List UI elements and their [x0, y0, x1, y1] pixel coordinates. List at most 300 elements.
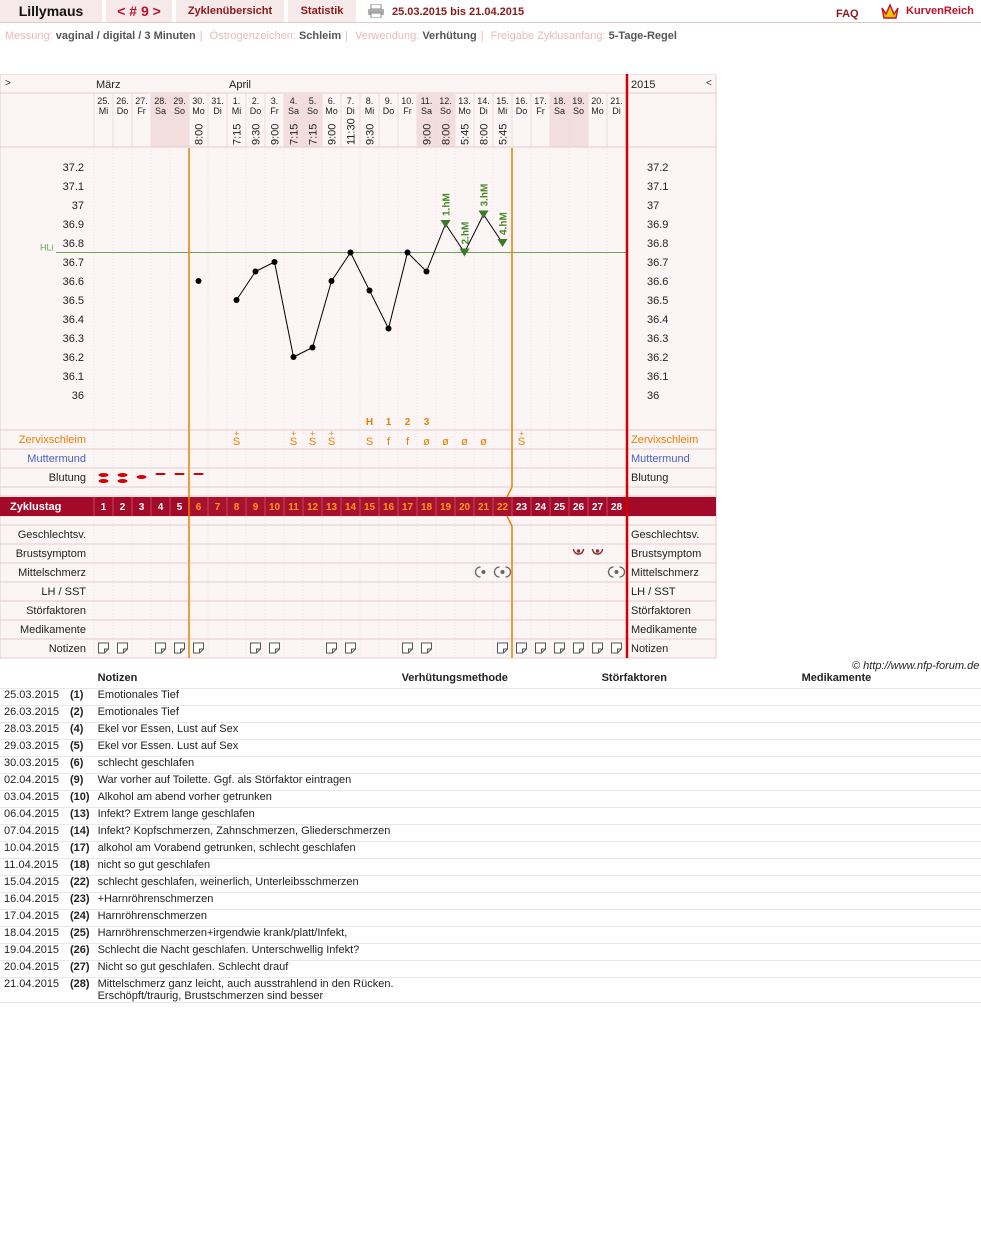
- weekday-label: Do: [382, 106, 395, 116]
- mittelschmerz-icon: [615, 570, 619, 574]
- row-label-lower: LH / SST: [41, 586, 86, 598]
- y-tick-left: 36: [71, 390, 84, 402]
- meta-key: Freigabe Zyklusanfang:: [490, 30, 606, 42]
- day-number: 5.: [308, 96, 317, 106]
- row-label-blutung-right: Blutung: [631, 472, 669, 484]
- temp-point: [348, 250, 354, 256]
- cycle-day: 17: [401, 502, 414, 513]
- note-text: Harnröhrenschmerzen+irgendwie krank/platt/Infekt,: [94, 927, 398, 944]
- zervix-plus: +: [291, 429, 296, 438]
- day-number: 7.: [346, 96, 355, 106]
- zervix-value: S: [517, 436, 526, 448]
- weekday-label: Sa: [154, 106, 167, 116]
- zervix-value: ø: [442, 436, 449, 448]
- zervix-plus: +: [234, 429, 239, 438]
- note-cycle-day: (27): [66, 961, 94, 978]
- zervix-plus: +: [329, 429, 334, 438]
- y-tick-left: 36.9: [62, 219, 84, 231]
- day-number: 28.: [154, 96, 167, 106]
- note-cycle-day: (5): [66, 740, 94, 757]
- note-empty-cell: [398, 808, 598, 825]
- meta-key: Verwendung:: [355, 30, 420, 42]
- note-cycle-day: (25): [66, 927, 94, 944]
- note-date: 17.04.2015: [0, 910, 66, 927]
- y-tick-left: 36.6: [62, 276, 84, 288]
- header-divider: [0, 22, 981, 23]
- note-row: [0, 706, 981, 723]
- note-date: 10.04.2015: [0, 842, 66, 859]
- zervix-value: f: [386, 436, 391, 448]
- note-empty-cell: [598, 910, 798, 927]
- weekday-label: Sa: [553, 106, 566, 116]
- note-cycle-day: (14): [66, 825, 94, 842]
- note-empty-cell: [598, 774, 798, 791]
- day-number: 8.: [365, 96, 374, 106]
- note-cycle-day: (9): [66, 774, 94, 791]
- day-number: 14.: [477, 96, 490, 106]
- day-number: 3.: [270, 96, 279, 106]
- meta-row: Messung: vaginal / digital / 3 Minuten | Östrogenzeichen: Schleim | Verwendung: Verhütung | Freigabe Zyklusanfang: 5-Tage-Regel: [5, 30, 677, 42]
- row-label-lower: Geschlechtsv.: [17, 529, 86, 541]
- note-empty-cell: [398, 791, 598, 808]
- crown-icon: [880, 2, 900, 20]
- note-row: [0, 859, 981, 876]
- zervix-value: S: [289, 436, 298, 448]
- note-empty-cell: [398, 774, 598, 791]
- y-tick-right: 37: [647, 200, 660, 212]
- note-empty-cell: [798, 978, 981, 1003]
- row-label-lower: Mittelschmerz: [18, 567, 86, 579]
- note-empty-cell: [798, 774, 981, 791]
- nav-prev[interactable]: >: [5, 78, 11, 89]
- note-text: nicht so gut geschlafen: [94, 859, 398, 876]
- y-tick-left: 36.5: [62, 295, 84, 307]
- note-empty-cell: [398, 893, 598, 910]
- day-number: 9.: [384, 96, 393, 106]
- note-empty-cell: [598, 825, 798, 842]
- note-row: [0, 791, 981, 808]
- peak-marker: 2: [404, 417, 411, 428]
- note-date: 18.04.2015: [0, 927, 66, 944]
- temp-point: [196, 278, 202, 284]
- row-label-muttermund-right: Muttermund: [631, 453, 690, 465]
- zervix-value: ø: [423, 436, 430, 448]
- cycle-day: 11: [288, 502, 299, 513]
- note-empty-cell: [598, 859, 798, 876]
- temp-point: [310, 345, 316, 351]
- row-label-lower: Brustsymptom: [15, 548, 86, 560]
- note-row: [0, 740, 981, 757]
- note-empty-cell: [398, 740, 598, 757]
- day-number: 30.: [192, 96, 205, 106]
- row-label-lower: Notizen: [48, 643, 86, 655]
- weekday-label: Sa: [287, 106, 300, 116]
- zervix-plus: +: [310, 429, 315, 438]
- note-empty-cell: [398, 842, 598, 859]
- note-empty-cell: [398, 859, 598, 876]
- day-number: 10.: [401, 96, 414, 106]
- note-date: 29.03.2015: [0, 740, 66, 757]
- y-tick-right: 36: [647, 390, 660, 402]
- cycle-day: 16: [382, 502, 395, 513]
- note-empty-cell: [398, 876, 598, 893]
- cycle-day: 13: [325, 502, 338, 513]
- note-empty-cell: [398, 723, 598, 740]
- note-empty-cell: [598, 893, 798, 910]
- zervix-plus: +: [519, 429, 524, 438]
- y-tick-right: 36.4: [647, 314, 669, 326]
- note-row: [0, 927, 981, 944]
- weekday-label: Sa: [420, 106, 433, 116]
- note-cycle-day: (18): [66, 859, 94, 876]
- note-text: Mittelschmerz ganz leicht, auch ausstrahlend in den Rücken. Erschöpft/traurig, Brustschmerzen sind besser: [94, 978, 398, 1003]
- day-number: 2.: [251, 96, 260, 106]
- day-number: 17.: [534, 96, 547, 106]
- cycle-day: 14: [344, 502, 357, 513]
- note-empty-cell: [798, 706, 981, 723]
- note-row: [0, 774, 981, 791]
- higher-measurement-label: 3.hM: [479, 183, 491, 207]
- day-number: 1.: [232, 96, 241, 106]
- weekday-label: Di: [479, 106, 488, 116]
- bleeding-mark: [194, 473, 204, 475]
- month-label: April: [229, 79, 252, 91]
- mittelschmerz-icon: [501, 570, 505, 574]
- date-range: 25.03.2015 bis 21.04.2015: [392, 6, 525, 18]
- note-text: War vorher auf Toilette. Ggf. als Störfaktor eintragen: [94, 774, 398, 791]
- brand-logo: KurvenReich: [906, 5, 974, 17]
- y-tick-left: 37: [71, 200, 84, 212]
- note-empty-cell: [398, 961, 598, 978]
- print-icon[interactable]: [368, 4, 384, 18]
- day-number: 18.: [553, 96, 566, 106]
- y-tick-left: 37.2: [62, 162, 84, 174]
- day-number: 12.: [439, 96, 452, 106]
- measure-time: 7:15: [288, 123, 301, 145]
- measure-time: 9:00: [269, 123, 282, 145]
- note-text: Infekt? Kopfschmerzen, Zahnschmerzen, Gliederschmerzen: [94, 825, 398, 842]
- weekday-label: Fr: [536, 106, 545, 116]
- note-date: 11.04.2015: [0, 859, 66, 876]
- row-label-zervix: Zervixschleim: [18, 434, 86, 446]
- measure-time: 8:00: [440, 123, 453, 145]
- cycle-day: 9: [252, 502, 259, 513]
- y-tick-right: 36.2: [647, 352, 669, 364]
- cycle-day: 1: [100, 502, 107, 513]
- temp-point: [272, 259, 278, 265]
- note-date: 02.04.2015: [0, 774, 66, 791]
- weekday-label: Di: [612, 106, 621, 116]
- note-date: 30.03.2015: [0, 757, 66, 774]
- day-number: 25.: [97, 96, 110, 106]
- note-empty-cell: [798, 740, 981, 757]
- cycle-day: 24: [534, 502, 547, 513]
- row-label-lower: Störfaktoren: [26, 605, 86, 617]
- note-date: 15.04.2015: [0, 876, 66, 893]
- note-cycle-day: (2): [66, 706, 94, 723]
- weekday-label: Mi: [98, 106, 109, 116]
- day-number: 31.: [211, 96, 224, 106]
- note-cycle-day: (22): [66, 876, 94, 893]
- note-empty-cell: [398, 825, 598, 842]
- note-cycle-day: (17): [66, 842, 94, 859]
- weekday-label: So: [306, 106, 319, 116]
- note-empty-cell: [598, 876, 798, 893]
- note-empty-cell: [798, 842, 981, 859]
- note-empty-cell: [798, 689, 981, 706]
- note-date: 06.04.2015: [0, 808, 66, 825]
- weekday-label: Mo: [458, 106, 471, 116]
- y-tick-left: 36.8: [62, 238, 84, 250]
- y-tick-right: 37.1: [647, 181, 669, 193]
- measure-time: 9:30: [364, 123, 377, 145]
- note-cycle-day: (28): [66, 978, 94, 1003]
- weekday-label: So: [572, 106, 585, 116]
- weekday-label: Fr: [403, 106, 412, 116]
- y-tick-right: 36.9: [647, 219, 669, 231]
- note-empty-cell: [398, 757, 598, 774]
- y-tick-right: 36.5: [647, 295, 669, 307]
- note-cycle-day: (6): [66, 757, 94, 774]
- row-label-blutung: Blutung: [48, 472, 86, 484]
- note-text: +Harnröhrenschmerzen: [94, 893, 398, 910]
- note-date: 28.03.2015: [0, 723, 66, 740]
- note-cycle-day: (24): [66, 910, 94, 927]
- note-cycle-day: (10): [66, 791, 94, 808]
- measure-time: 8:00: [478, 123, 491, 145]
- note-empty-cell: [798, 893, 981, 910]
- note-text: Infekt? Extrem lange geschlafen: [94, 808, 398, 825]
- note-empty-cell: [398, 910, 598, 927]
- bleeding-mark: [118, 479, 128, 483]
- note-empty-cell: [798, 944, 981, 961]
- cycle-day: 15: [363, 502, 376, 513]
- note-row: [0, 808, 981, 825]
- note-text: Schlecht die Nacht geschlafen. Unterschwellig Infekt?: [94, 944, 398, 961]
- tab-statistics[interactable]: Statistik: [288, 0, 357, 22]
- meta-value: Schleim: [298, 30, 342, 42]
- note-empty-cell: [598, 723, 798, 740]
- measure-time: 7:15: [231, 123, 244, 145]
- row-label-muttermund: Muttermund: [27, 453, 86, 465]
- note-empty-cell: [798, 808, 981, 825]
- cycle-day: 5: [176, 502, 183, 513]
- day-number: 26.: [116, 96, 129, 106]
- row-label-lower-right: Brustsymptom: [631, 548, 702, 560]
- note-date: 25.03.2015: [0, 689, 66, 706]
- temp-point: [405, 250, 411, 256]
- note-text: Ekel vor Essen, Lust auf Sex: [94, 723, 398, 740]
- y-tick-right: 36.1: [647, 371, 669, 383]
- measure-time: 9:30: [250, 123, 263, 145]
- note-text: schlecht geschlafen, weinerlich, Unterleibsschmerzen: [94, 876, 398, 893]
- day-number: 11.: [420, 96, 433, 106]
- day-number: 13.: [458, 96, 471, 106]
- temp-point: [367, 288, 373, 294]
- disturb-col-header: Störfaktoren: [598, 672, 798, 689]
- temp-point: [424, 269, 430, 275]
- cycle-day: 2: [119, 502, 126, 513]
- cycle-day: 23: [515, 502, 528, 513]
- y-tick-left: 36.7: [62, 257, 84, 269]
- note-empty-cell: [798, 825, 981, 842]
- nav-next[interactable]: <: [706, 78, 712, 89]
- note-row: [0, 910, 981, 927]
- note-text: Emotionales Tief: [94, 706, 398, 723]
- note-date: 03.04.2015: [0, 791, 66, 808]
- day-number: 20.: [591, 96, 604, 106]
- note-empty-cell: [798, 791, 981, 808]
- cycle-nav[interactable]: < # 9 >: [106, 0, 173, 22]
- measure-time: 8:00: [193, 123, 206, 145]
- cycle-day: 28: [610, 502, 623, 513]
- zervix-value: ø: [461, 436, 468, 448]
- measure-time: 9:00: [421, 123, 434, 145]
- day-number: 4.: [289, 96, 298, 106]
- faq-link[interactable]: FAQ: [836, 8, 859, 20]
- note-date: 16.04.2015: [0, 893, 66, 910]
- higher-measurement-label: 1.hM: [441, 193, 453, 216]
- meta-value: Verhütung: [422, 30, 477, 42]
- row-label-lower-right: Notizen: [631, 643, 669, 655]
- measure-time: 7:15: [307, 123, 320, 145]
- note-text: Ekel vor Essen. Lust auf Sex: [94, 740, 398, 757]
- temp-point: [234, 297, 240, 303]
- note-empty-cell: [798, 723, 981, 740]
- note-empty-cell: [598, 842, 798, 859]
- measure-time: 5:45: [497, 123, 510, 145]
- day-number: 29.: [173, 96, 186, 106]
- cycle-day: 7: [214, 502, 221, 513]
- note-empty-cell: [598, 757, 798, 774]
- note-row: [0, 723, 981, 740]
- temp-point: [329, 278, 335, 284]
- measure-time: 11:30: [345, 118, 358, 145]
- weekday-label: Do: [116, 106, 129, 116]
- mittelschmerz-icon: [482, 570, 486, 574]
- meta-key: Messung:: [5, 30, 53, 42]
- row-label-lower-right: LH / SST: [631, 586, 676, 598]
- y-tick-left: 37.1: [62, 181, 84, 193]
- cycle-day: 8: [233, 502, 240, 513]
- note-empty-cell: [598, 791, 798, 808]
- note-text: Emotionales Tief: [94, 689, 398, 706]
- note-date: 26.03.2015: [0, 706, 66, 723]
- breast-symptom-icon: [577, 549, 581, 553]
- notes-header-row: [0, 672, 981, 689]
- row-label-lower-right: Störfaktoren: [631, 605, 691, 617]
- meta-key: Östrogenzeichen:: [209, 30, 296, 42]
- day-number: 19.: [572, 96, 585, 106]
- cycle-day: 26: [572, 502, 585, 513]
- temp-point: [386, 326, 392, 332]
- weekday-label: Mi: [231, 106, 242, 116]
- bleeding-mark: [156, 473, 166, 475]
- peak-marker: 1: [385, 417, 392, 428]
- cycle-day: 4: [157, 502, 164, 513]
- weekday-label: Mo: [591, 106, 604, 116]
- day-number: 16.: [515, 96, 528, 106]
- cycle-day: 3: [138, 502, 145, 513]
- peak-marker: H: [365, 417, 374, 428]
- tab-cycle-overview[interactable]: Zyklenübersicht: [176, 0, 285, 22]
- note-row: [0, 876, 981, 893]
- bleeding-mark: [99, 479, 109, 483]
- note-empty-cell: [398, 927, 598, 944]
- y-tick-left: 36.3: [62, 333, 84, 345]
- meta-value: 5-Tage-Regel: [608, 30, 677, 42]
- note-date: 19.04.2015: [0, 944, 66, 961]
- note-cycle-day: (4): [66, 723, 94, 740]
- temp-point: [253, 269, 259, 275]
- note-empty-cell: [398, 706, 598, 723]
- month-label: März: [96, 79, 121, 91]
- note-row: [0, 825, 981, 842]
- cycle-day: 22: [496, 502, 509, 513]
- note-date: 21.04.2015: [0, 978, 66, 1003]
- zervix-value: ø: [480, 436, 487, 448]
- cycle-day: 18: [420, 502, 433, 513]
- method-col-header: Verhütungsmethode: [398, 672, 598, 689]
- day-number: 27.: [135, 96, 148, 106]
- note-text: Alkohol am abend vorher getrunken: [94, 791, 398, 808]
- cycle-day: 6: [195, 502, 202, 513]
- zervix-value: S: [232, 436, 241, 448]
- source-credit: © http://www.nfp-forum.de: [852, 660, 980, 672]
- meds-col-header: Medikamente: [798, 672, 981, 689]
- note-empty-cell: [598, 808, 798, 825]
- bleeding-mark: [175, 473, 185, 475]
- weekday-label: Fr: [137, 106, 146, 116]
- y-tick-left: 36.1: [62, 371, 84, 383]
- weekday-label: Fr: [270, 106, 279, 116]
- row-label-lower-right: Mittelschmerz: [631, 567, 699, 579]
- note-empty-cell: [598, 689, 798, 706]
- bleeding-mark: [99, 473, 109, 477]
- row-label-lower-right: Geschlechtsv.: [631, 529, 700, 541]
- y-tick-left: 36.4: [62, 314, 84, 326]
- y-tick-right: 36.7: [647, 257, 669, 269]
- temp-point: [291, 354, 297, 360]
- cycle-day: 21: [477, 502, 490, 513]
- note-empty-cell: [798, 927, 981, 944]
- cycle-day: 27: [591, 502, 604, 513]
- row-label-lower-right: Medikamente: [631, 624, 698, 636]
- zervix-value: S: [308, 436, 317, 448]
- note-empty-cell: [598, 961, 798, 978]
- note-date: 20.04.2015: [0, 961, 66, 978]
- day-number: 15.: [496, 96, 509, 106]
- row-label-zyklustag: Zyklustag: [10, 501, 62, 513]
- note-text: alkohol am Vorabend getrunken, schlecht geschlafen: [94, 842, 398, 859]
- note-empty-cell: [398, 689, 598, 706]
- weekday-label: Di: [213, 106, 222, 116]
- note-empty-cell: [798, 876, 981, 893]
- zervix-value: S: [327, 436, 336, 448]
- cycle-day: 12: [306, 502, 319, 513]
- user-name: Lillymaus: [0, 0, 103, 22]
- note-cycle-day: (1): [66, 689, 94, 706]
- note-text: Harnröhrenschmerzen: [94, 910, 398, 927]
- note-row: [0, 842, 981, 859]
- day-number: 21.: [610, 96, 623, 106]
- meta-value: vaginal / digital / 3 Minuten: [55, 30, 196, 42]
- year-label: 2015: [631, 79, 656, 91]
- weekday-label: Do: [515, 106, 528, 116]
- notes-table: [0, 672, 981, 1003]
- cycle-chart: [0, 74, 981, 664]
- cycle-day: 25: [553, 502, 566, 513]
